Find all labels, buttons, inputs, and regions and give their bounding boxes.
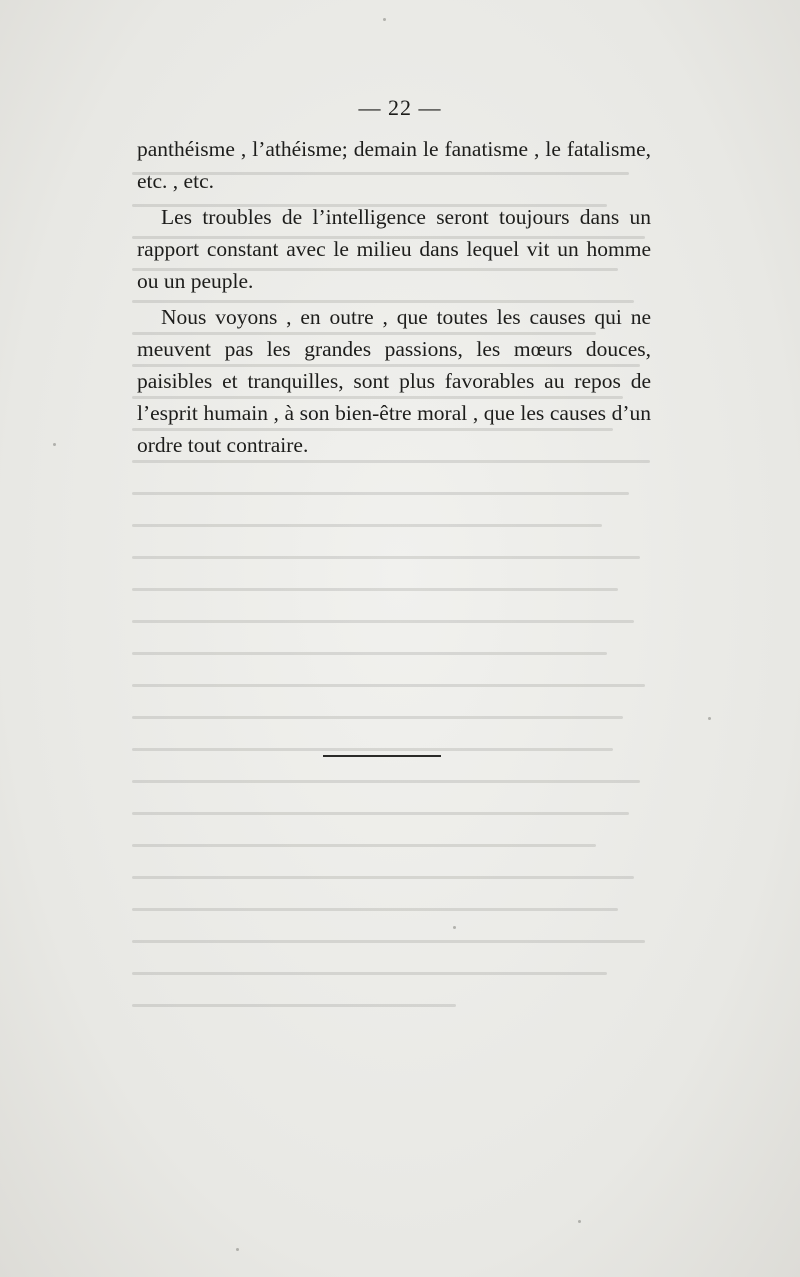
body-text xyxy=(137,133,651,465)
section-divider xyxy=(323,755,441,757)
paragraph: panthéisme , l’athéisme; demain le fanatisme , le fatalisme, etc. , etc. xyxy=(137,137,651,193)
paper-speck xyxy=(236,1248,239,1251)
paragraph: Les troubles de l’intelligence seront toujours dans un rapport constant avec le milieu dans lequel vit un homme ou un peuple. xyxy=(137,205,651,293)
paper-speck xyxy=(453,926,456,929)
paper-speck xyxy=(578,1220,581,1223)
paragraph: Nous voyons , en outre , que toutes les causes qui ne meuvent pas les grandes passions, les mœurs douces, paisibles et tranquilles, sont plus favorables au repos de l’esprit humain , à son bien-être moral , que les causes d’un ordre tout contraire. xyxy=(137,305,651,457)
paper-speck xyxy=(53,443,56,446)
paper-speck xyxy=(708,717,711,720)
page-number: — 22 — xyxy=(358,95,442,120)
paper-speck xyxy=(383,18,386,21)
